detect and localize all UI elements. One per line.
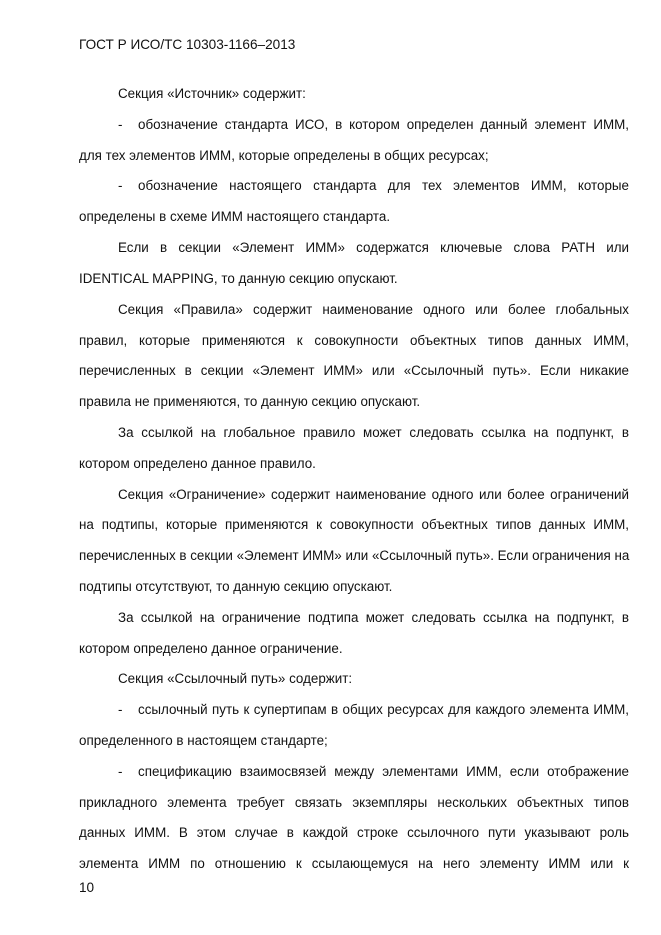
text-line: определены в схеме ИММ настоящего стандарта.: [79, 209, 391, 224]
text-line: перечисленных в секции «Элемент ИММ» или «Ссылочный путь». Если никакие: [79, 363, 629, 378]
list-item: [118, 764, 629, 779]
list-dash: -: [118, 178, 123, 193]
text-line: перечисленных в секции «Элемент ИММ» или «Ссылочный путь». Если ограничения на: [79, 548, 630, 563]
list-item: [118, 178, 629, 193]
text-line: правила не применяются, то данную секцию опускают.: [79, 394, 421, 409]
text-line: правил, которые применяются к совокупности объектных типов данных ИММ,: [79, 333, 629, 348]
text-line: Секция «Источник» содержит:: [118, 86, 306, 101]
text-line: Если в секции «Элемент ИММ» содержатся ключевые слова PATH или: [118, 240, 629, 255]
text-line: обозначение настоящего стандарта для тех элементов ИММ, которые: [138, 178, 629, 193]
text-line: спецификацию взаимосвязей между элементами ИММ, если отображение: [138, 764, 629, 779]
text-line: За ссылкой на ограничение подтипа может следовать ссылка на подпункт, в: [118, 610, 629, 625]
text-line: Секция «Ссылочный путь» содержит:: [118, 671, 353, 686]
text-line: обозначение стандарта ИСО, в котором определен данный элемент ИММ,: [138, 117, 629, 132]
list-item: [118, 117, 629, 132]
text-line: За ссылкой на глобальное правило может следовать ссылка на подпункт, в: [118, 425, 629, 440]
text-line: IDENTICAL MAPPING, то данную секцию опускают.: [79, 271, 398, 286]
text-line: котором определено данное ограничение.: [79, 641, 343, 656]
list-item: [118, 702, 629, 717]
list-dash: -: [118, 117, 123, 132]
text-line: Секция «Правила» содержит наименование одного или более глобальных: [118, 302, 629, 317]
text-line: на подтипы, которые применяются к совокупности объектных типов данных ИММ,: [79, 517, 629, 532]
text-line: котором определено данное правило.: [79, 456, 316, 471]
text-line: определенного в настоящем стандарте;: [79, 733, 328, 748]
running-header: ГОСТ Р ИСО/ТС 10303-1166–2013: [79, 37, 296, 52]
text-line: ссылочный путь к супертипам в общих ресурсах для каждого элемента ИММ,: [138, 702, 629, 717]
text-line: Секция «Ограничение» содержит наименование одного или более ограничений: [118, 487, 629, 502]
text-line: для тех элементов ИММ, которые определены в общих ресурсах;: [79, 148, 489, 163]
text-line: данных ИММ. В этом случае в каждой строке ссылочного пути указывают роль: [79, 825, 629, 840]
text-line: подтипы отсутствуют, то данную секцию опускают.: [79, 579, 393, 594]
text-line: прикладного элемента требует связать экземпляры нескольких объектных типов: [79, 795, 629, 810]
list-dash: -: [118, 764, 123, 779]
page-number: 10: [79, 880, 95, 895]
list-dash: -: [118, 702, 123, 717]
text-line: элемента ИММ по отношению к ссылающемуся на него элементу ИММ или к: [79, 856, 629, 871]
